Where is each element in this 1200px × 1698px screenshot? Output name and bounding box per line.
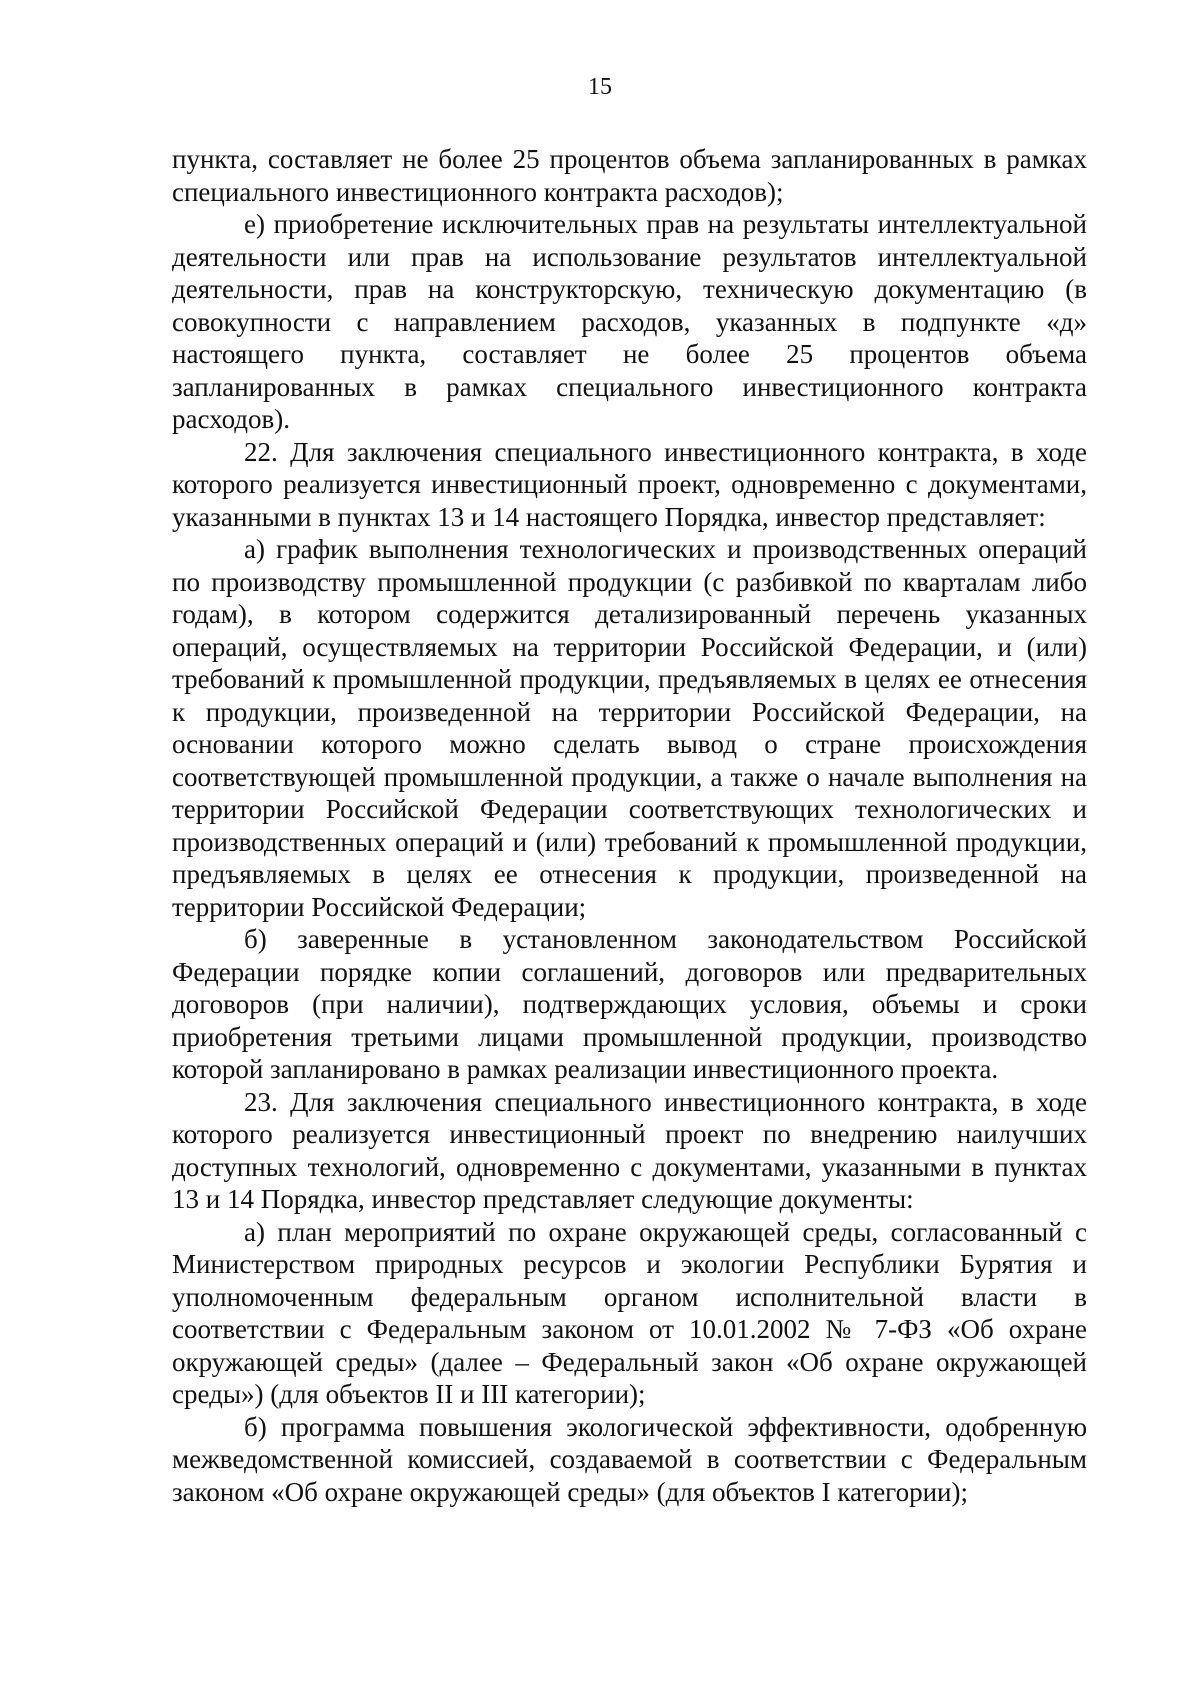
paragraph-23: 23. Для заключения специального инвестиционного контракта, в ходе которого реализуется инвестиционный проект по внедрению наилучших доступных технологий, одновременно с документами, указанными в пунктах 13 и 14 Порядка, инвестор представляет следующие документы: (172, 1086, 1087, 1214)
paragraph-23-item-a: а) план мероприятий по охране окружающей среды, согласованный с Министерством природных ресурсов и экологии Республики Бурятия и уполномоченным федеральным органом исполнительной власти в соответствии с Федеральным законом от 10.01.2002 № 7-ФЗ «Об охране окружающей среды» (далее – Федеральный закон «Об охране окружающей среды») (для объектов II и III категории); (172, 1216, 1087, 1409)
paragraph-23-item-b: б) программа повышения экологической эффективности, одобренную межведомственной комиссией, создаваемой в соответствии с Федеральным законом «Об охране окружающей среды» (для объектов I категории); (172, 1411, 1087, 1507)
paragraph-22-item-a: а) график выполнения технологических и производственных операций по производству промышленной продукции (с разбивкой по кварталам либо годам), в котором содержится детализированный перечень указанных операций, осуществляемых на территории Российской Федерации, и (или) требований к промышленной продукции, предъявляемых в целях ее отнесения к продукции, произведенной на территории Российской Федерации, на основании которого можно сделать вывод о стране происхождения соответствующей промышленной продукции, а также о начале выполнения на территории Российской Федерации соответствующих технологических и производственных операций и (или) требований к промышленной продукции, предъявляемых в целях ее отнесения к продукции, произведенной на территории Российской Федерации; (172, 534, 1087, 922)
document-body (172, 143, 1087, 1508)
page-number: 15 (588, 74, 612, 100)
paragraph-continuation: пункта, составляет не более 25 процентов объема запланированных в рамках специального инвестиционного контракта расходов); (172, 144, 1087, 207)
paragraph-22: 22. Для заключения специального инвестиционного контракта, в ходе которого реализуется инвестиционный проект, одновременно с документами, указанными в пунктах 13 и 14 настоящего Порядка, инвестор представляет: (172, 436, 1087, 532)
paragraph-item-e: е) приобретение исключительных прав на результаты интеллектуальной деятельности или прав на использование результатов интеллектуальной деятельности, прав на конструкторскую, техническую документацию (в совокупности с направлением расходов, указанных в подпункте «д» настоящего пункта, составляет не более 25 процентов объема запланированных в рамках специального инвестиционного контракта расходов). (172, 209, 1087, 434)
paragraph-22-item-b: б) заверенные в установленном законодательством Российской Федерации порядке копии соглашений, договоров или предварительных договоров (при наличии), подтверждающих условия, объемы и сроки приобретения третьими лицами промышленной продукции, производство которой запланировано в рамках реализации инвестиционного проекта. (172, 924, 1087, 1084)
